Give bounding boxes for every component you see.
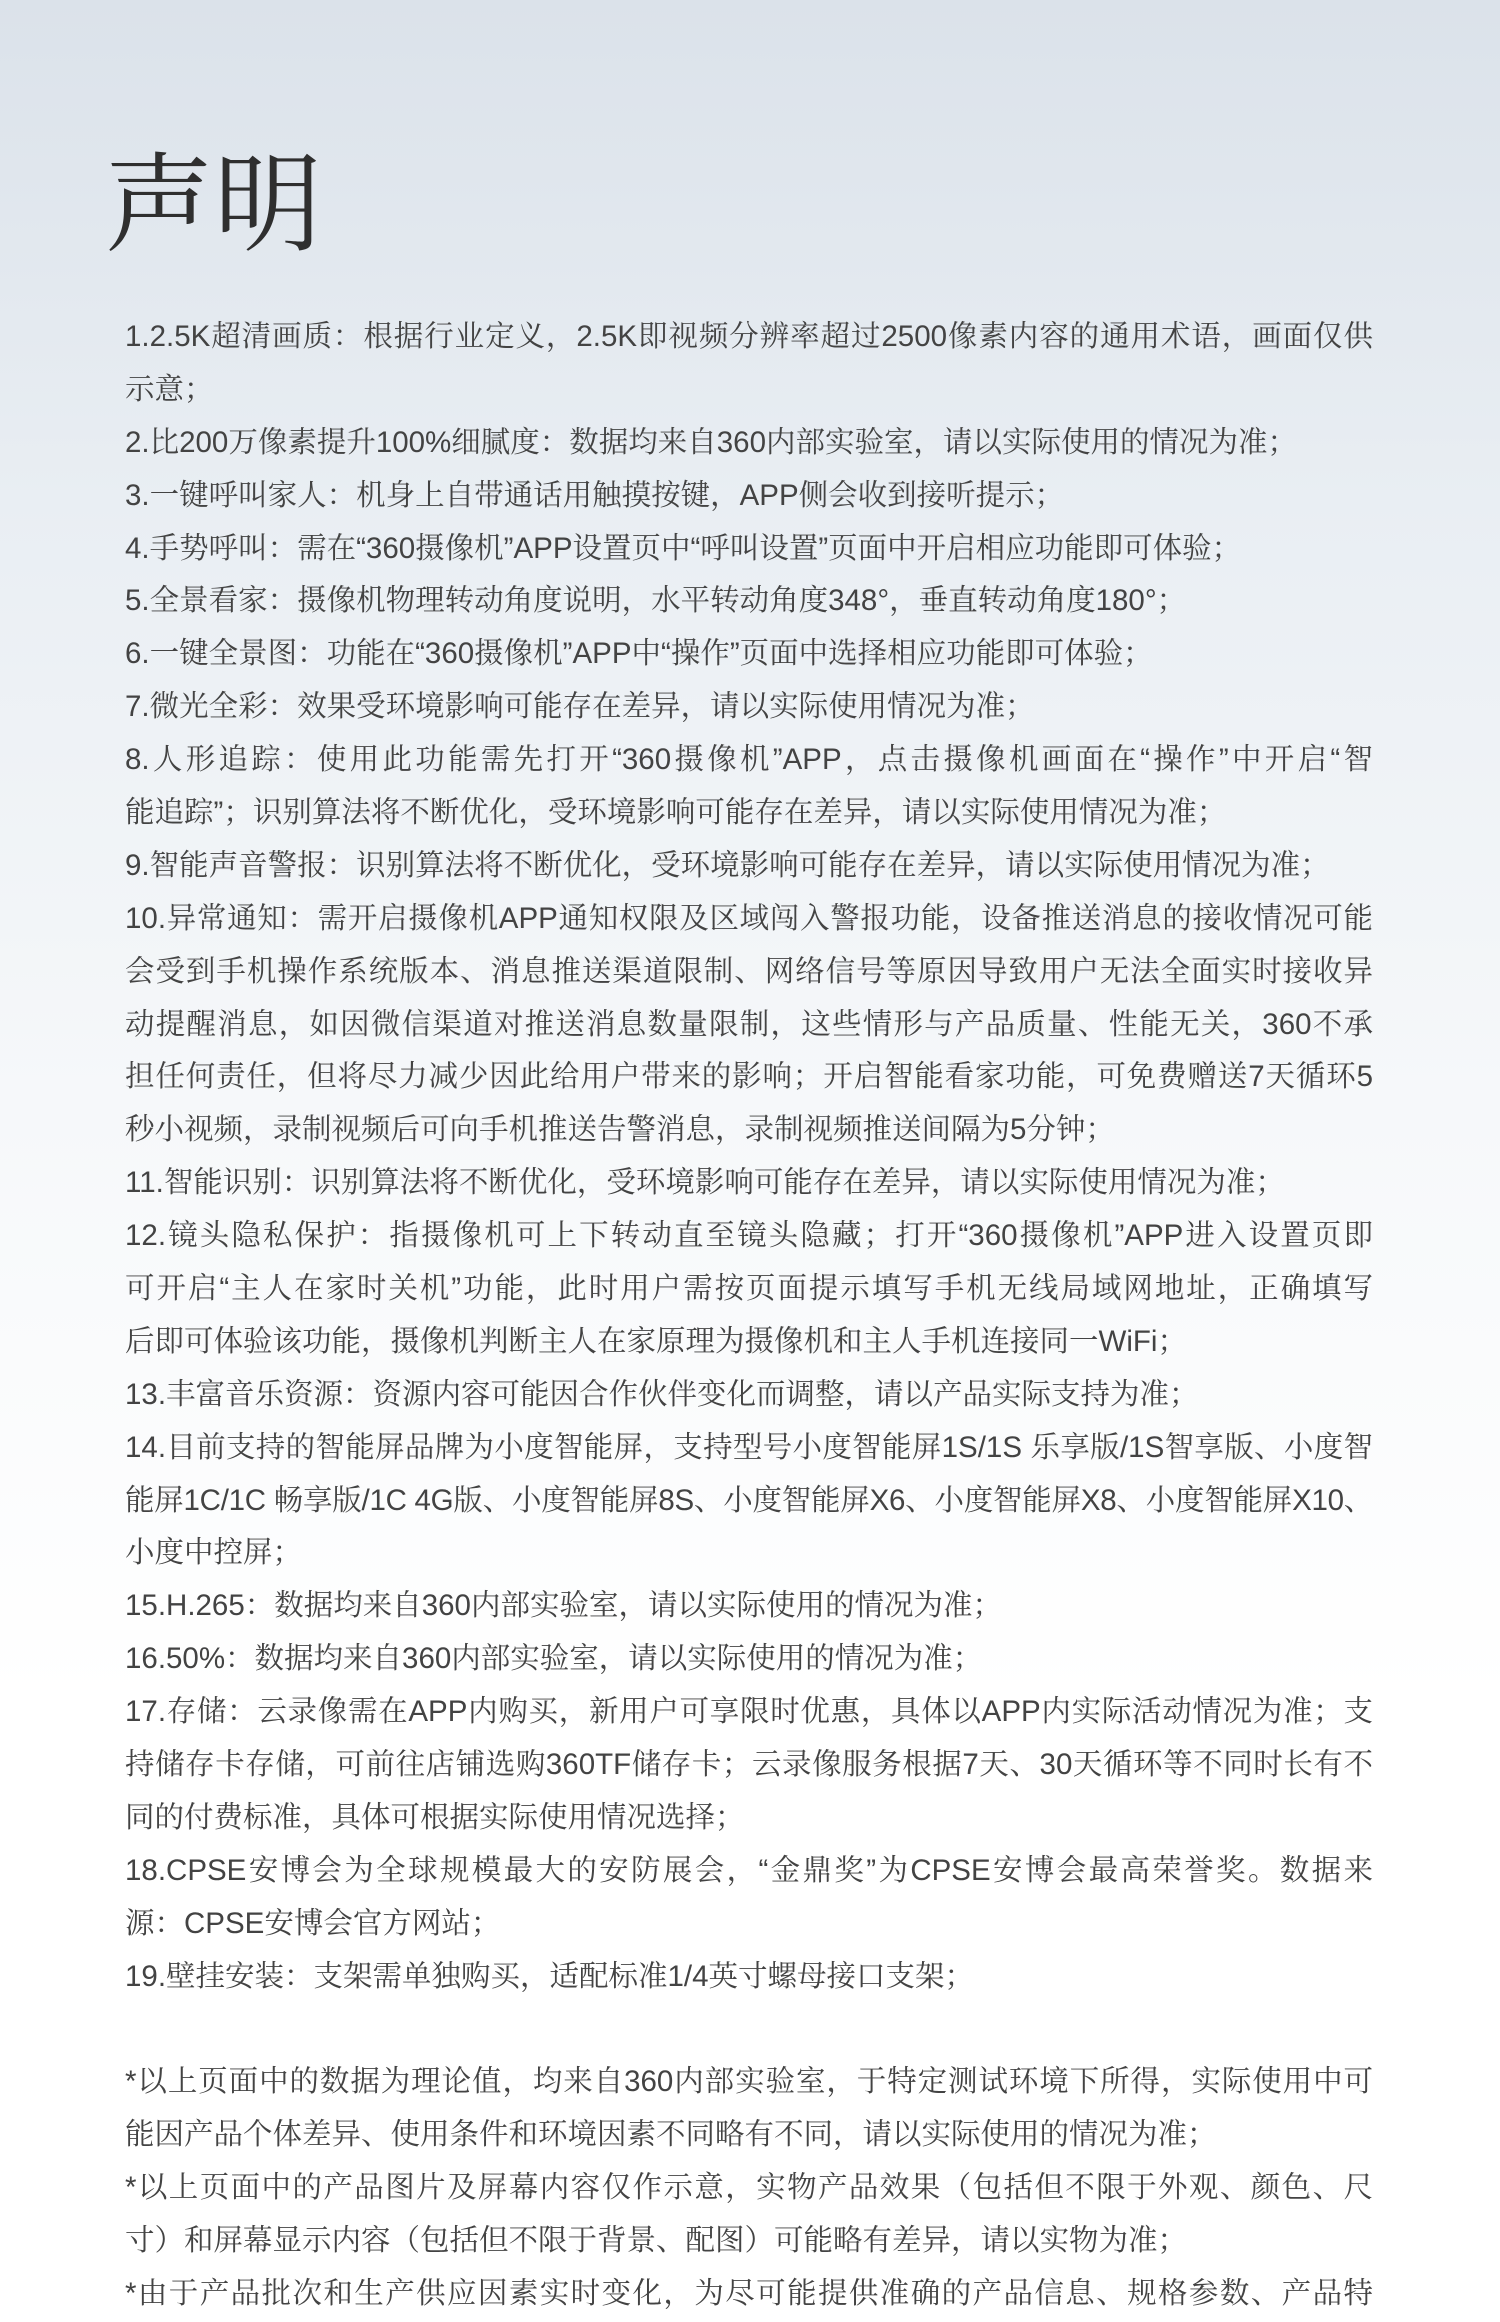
statement-item-14-line-3: 小度中控屏； [125,1536,303,1570]
statement-item-19 [125,1951,1373,2004]
statement-item-15 [125,1580,1373,1633]
statement-item-12 [125,1210,1373,1369]
statement-item-4-line-1: 4.手势呼叫：需在“360摄像机”APP设置页中“呼叫设置”页面中开启相应功能即可体验； [125,531,1242,565]
statement-item-2-line-1: 2.比200万像素提升100%细腻度：数据均来自360内部实验室，请以实际使用的情况为准； [125,425,1297,459]
statement-item-16-line-1: 16.50%：数据均来自360内部实验室，请以实际使用的情况为准； [125,1642,983,1676]
statement-item-7-line-1: 7.微光全彩：效果受环境影响可能存在差异，请以实际使用情况为准； [125,690,1035,724]
statement-item-11-line-1: 11.智能识别：识别算法将不断优化，受环境影响可能存在差异，请以实际使用情况为准； [125,1166,1285,1200]
statement-item-10 [125,893,1373,1157]
disclaimer-note-3 [125,2268,1373,2321]
statement-content [125,311,1373,2321]
statement-item-10-line-5: 秒小视频，录制视频后可向手机推送告警消息，录制视频推送间隔为5分钟； [125,1113,1115,1147]
statement-item-10-line-4: 担任何责任，但将尽力减少因此给用户带来的影响；开启智能看家功能，可免费赠送7天循环5 [125,1060,1373,1094]
statement-item-9 [125,840,1373,893]
statement-item-3-line-1: 3.一键呼叫家人：机身上自带通话用触摸按键，APP侧会收到接听提示； [125,478,1065,512]
statement-item-1-line-1: 1.2.5K超清画质：根据行业定义，2.5K即视频分辨率超过2500像素内容的通用术语，画面仅供 [125,320,1373,353]
disclaimer-note-1 [125,2056,1373,2162]
statement-item-12-line-1: 12.镜头隐私保护：指摄像机可上下转动直至镜头隐藏；打开“360摄像机”APP进入设置页即 [125,1219,1373,1253]
statement-item-13-line-1: 13.丰富音乐资源：资源内容可能因合作伙伴变化而调整，请以产品实际支持为准； [125,1377,1199,1411]
disclaimer-notes [125,2056,1373,2320]
statement-list [125,311,1373,2004]
statement-item-10-line-1: 10.异常通知：需开启摄像机APP通知权限及区域闯入警报功能，设备推送消息的接收情况可能 [125,901,1373,935]
statement-item-3 [125,470,1373,523]
statement-item-10-line-2: 会受到手机操作系统版本、消息推送渠道限制、网络信号等原因导致用户无法全面实时接收异 [125,954,1373,988]
disclaimer-note-1-line-2: 能因产品个体差异、使用条件和环境因素不同略有不同，请以实际使用的情况为准； [125,2118,1217,2152]
disclaimer-note-1-line-1: *以上页面中的数据为理论值，均来自360内部实验室，于特定测试环境下所得，实际使用中可 [125,2065,1373,2099]
statement-item-13 [125,1369,1373,1422]
page-title: 声明 [105,144,324,265]
statement-item-2 [125,417,1373,470]
statement-item-6-line-1: 6.一键全景图：功能在“360摄像机”APP中“操作”页面中选择相应功能即可体验； [125,637,1153,671]
statement-item-1-line-2: 示意； [125,372,214,406]
statement-item-10-line-3: 动提醒消息，如因微信渠道对推送消息数量限制，这些情形与产品质量、性能无关，360不承 [125,1007,1373,1041]
statement-item-4 [125,523,1373,576]
disclaimer-note-3-line-1: *由于产品批次和生产供应因素实时变化，为尽可能提供准确的产品信息、规格参数、产品特 [125,2276,1373,2310]
disclaimer-note-2-line-2: 寸）和屏幕显示内容（包括但不限于背景、配图）可能略有差异，请以实物为准； [125,2224,1188,2258]
statement-item-5 [125,575,1373,628]
statement-item-14-line-2: 能屏1C/1C 畅享版/1C 4G版、小度智能屏8S、小度智能屏X6、小度智能屏X8、小度智能屏X10、 [125,1483,1373,1517]
statement-item-17-line-3: 同的付费标准，具体可根据实际使用情况选择； [125,1800,745,1834]
statement-item-18-line-1: 18.CPSE安博会为全球规模最大的安防展会，“金鼎奖”为CPSE安博会最高荣誉奖。数据来 [125,1853,1373,1887]
statement-item-12-line-2: 可开启“主人在家时关机”功能，此时用户需按页面提示填写手机无线局域网地址，正确填写 [125,1272,1373,1306]
statement-item-7 [125,681,1373,734]
statement-item-15-line-1: 15.H.265：数据均来自360内部实验室，请以实际使用的情况为准； [125,1589,1002,1623]
statement-item-18-line-2: 源：CPSE安博会官方网站； [125,1906,501,1940]
statement-item-12-line-3: 后即可体验该功能，摄像机判断主人在家原理为摄像机和主人手机连接同一WiFi； [125,1324,1187,1358]
statement-item-16 [125,1633,1373,1686]
disclaimer-note-2 [125,2162,1373,2268]
statement-item-19-line-1: 19.壁挂安装：支架需单独购买，适配标准1/4英寸螺母接口支架； [125,1959,975,1993]
statement-item-9-line-1: 9.智能声音警报：识别算法将不断优化，受环境影响可能存在差异，请以实际使用情况为准； [125,848,1330,882]
statement-item-1 [125,311,1373,417]
statement-item-17-line-1: 17.存储：云录像需在APP内购买，新用户可享限时优惠，具体以APP内实际活动情况为准；支 [125,1695,1373,1729]
statement-item-6 [125,628,1373,681]
statement-item-5-line-1: 5.全景看家：摄像机物理转动角度说明，水平转动角度348°，垂直转动角度180°； [125,584,1187,618]
statement-item-11 [125,1157,1373,1210]
statement-item-17-line-2: 持储存卡存储，可前往店铺选购360TF储存卡；云录像服务根据7天、30天循环等不同时长有不 [125,1748,1373,1782]
statement-item-17 [125,1686,1373,1845]
disclaimer-note-2-line-1: *以上页面中的产品图片及屏幕内容仅作示意，实物产品效果（包括但不限于外观、颜色、尺 [125,2171,1373,2205]
statement-item-8-line-2: 能追踪”；识别算法将不断优化，受环境影响可能存在差异，请以实际使用情况为准； [125,796,1227,830]
statement-item-14-line-1: 14.目前支持的智能屏品牌为小度智能屏，支持型号小度智能屏1S/1S 乐享版/1S智享版、小度智 [125,1430,1373,1464]
statement-item-14 [125,1422,1373,1581]
statement-item-8 [125,734,1373,840]
statement-item-18 [125,1845,1373,1951]
statement-item-8-line-1: 8.人形追踪：使用此功能需先打开“360摄像机”APP，点击摄像机画面在“操作”中开启“智 [125,743,1373,777]
